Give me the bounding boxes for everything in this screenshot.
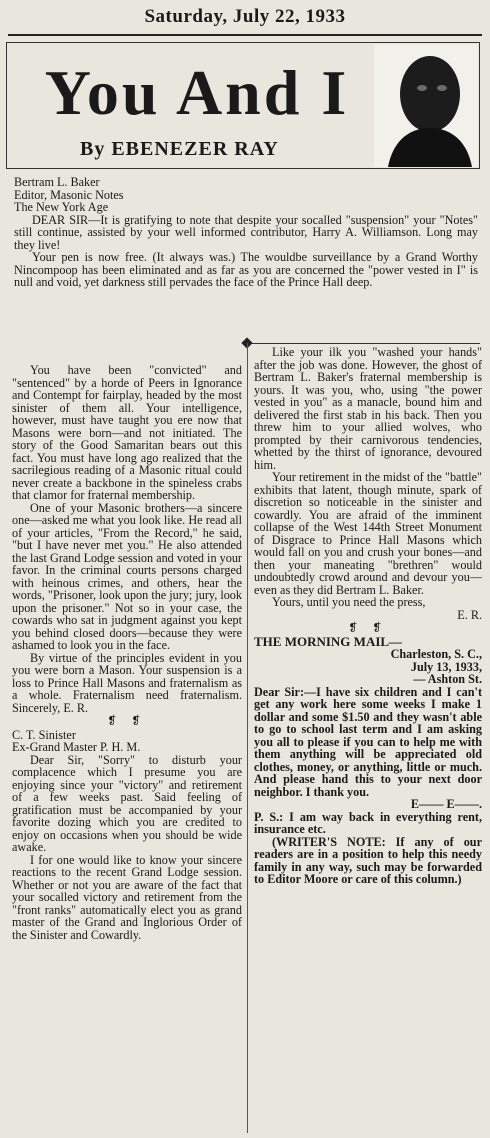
column-title: You And I	[44, 57, 350, 128]
paragraph: Like your ilk you "washed your hands" after the job was done. However, the ghost of Bertram L. Baker's fraternal membership is yours. It was you, who, using "the power vested in you" as a manacle, bound him and delivered the first stab in his back. Then you threw him to your allied wolves, who prompted by their carnivorous tendencies, whetted by the thirst of ignorance, devoured him.	[254, 345, 482, 472]
writers-note: (WRITER'S NOTE: If any of our readers are in a position to help this needy family in any way, such may be forwarded to Editor Moore or care of this column.)	[254, 834, 482, 886]
recipient-name: C. T. Sinister	[12, 727, 76, 742]
recipient-title: Editor, Masonic Notes	[14, 187, 124, 202]
letter-date: July 13, 1933,	[410, 659, 482, 674]
paragraph: DEAR SIR—It is gratifying to note that despite your socalled "suspension" your "Notes" still continue, assisted by your well informed contributor, Harry A. Williamson. Long may they live!	[14, 212, 478, 252]
recipient-title: Ex-Grand Master P. H. M.	[12, 740, 141, 754]
paragraph: Your pen is now free. (It always was.) The wouldbe surveillance by a Grand Worthy Nincompoop has been eliminated and as far as you are concerned the "power vested in I" is null and void, yet darkness still pervades the face of the Prince Hall deep.	[14, 250, 478, 289]
postscript: P. S.: I am way back in everything rent, insurance etc.	[254, 809, 482, 836]
paragraph: One of your Masonic brothers—a sincere one—asked me what you look like. He read all of your articles, "From the Record," he said, "but I have never met you." He also attended the last Grand Lodge session and voted in your favor. In the criminal courts persons charged with heinous crimes, and others, hear the words, "Prisoner, look upon the jury; jury, look upon the prisoner." Not so in your case, the cowards who sat in judgment against you kept you behind closed doors—because they were ashamed to look you in the face.	[12, 500, 242, 652]
letter-street: — Ashton St.	[413, 672, 482, 686]
column-divider	[247, 343, 248, 1133]
signature: E—— E——.	[410, 797, 482, 811]
section-rule	[246, 343, 480, 344]
paragraph: Dear Sir:—I have six children and I can't get any work here some weeks I make 1 dollar and some $1.50 and they wasn't able to go to school last term and I am asking you all to please if you can to help me with them anything will be appreciated old clothes, money, or anything, little or much. And please hand this to your next door neighbor. I thank you.	[254, 684, 482, 799]
signature: E. R.	[457, 607, 482, 622]
recipient-paper: The New York Age	[14, 200, 109, 214]
byline: By EBENEZER RAY	[80, 138, 279, 160]
fleuron-icon: ❡ ❡	[348, 622, 388, 634]
letter-to-baker-intro	[14, 176, 478, 289]
paragraph: You have been "convicted" and "sentenced" by a horde of Peers in Ignorance and Contempt for fairplay, headed by the most sinister of them all. Your intelligence, however, must have taught you ere now that Masons were born—and not initiated. The story of the Good Samaritan bears out this fact. You must have long ago realized that the sacrilegious reading of a Masonic ritual could never create a backbone in the spineless crabs that clamor for fraternal membership.	[12, 363, 242, 502]
portrait-photo-icon	[374, 44, 478, 167]
recipient-name: Bertram L. Baker	[14, 175, 100, 189]
paragraph: Your retirement in the midst of the "battle" exhibits that latent, though minute, spark of discretion so noticeable in the sinister and cowardly. You are afraid of the imminent collapse of the West 144th Street Monument of Disgrace to Prince Hall Masons which would fall on you and crush your bones—and then your maneating "brethren" would undoubtedly crowd around and devour you—even as they did Bertram L. Baker.	[254, 470, 482, 597]
top-rule	[8, 34, 482, 36]
right-column	[254, 346, 482, 886]
dateline: Saturday, July 22, 1933	[144, 6, 346, 27]
paragraph: By virtue of the principles evident in you you were born a Mason. Your suspension is a loss to Prince Hall Masons and fraternalism as a whole. Fraternalism need fraternalism. Sincerely, E. R.	[12, 650, 242, 715]
section-heading: THE MORNING MAIL—	[254, 633, 403, 649]
fleuron-icon: ❡ ❡	[107, 715, 147, 727]
paragraph: Dear Sir, "Sorry" to disturb your complacence which I presume you are enjoying since your "victory" and retirement of a few weeks past. Said feeling of gratification must be accompanied by your favorite dozing which you are credited to enjoy on occasions when you should be wide awake.	[12, 752, 242, 854]
letter-place: Charleston, S. C.,	[390, 647, 482, 661]
left-column	[12, 364, 242, 941]
paragraph: I for one would like to know your sincere reactions to the recent Grand Lodge session. Whether or not you are aware of the fact that your socalled victory and retirement from the "front ranks" automatically elect you as grand master of the Grand and Inglorious Order of the Sinister and Cowardly.	[12, 852, 242, 942]
closing: Yours, until you need the press,	[272, 595, 426, 609]
